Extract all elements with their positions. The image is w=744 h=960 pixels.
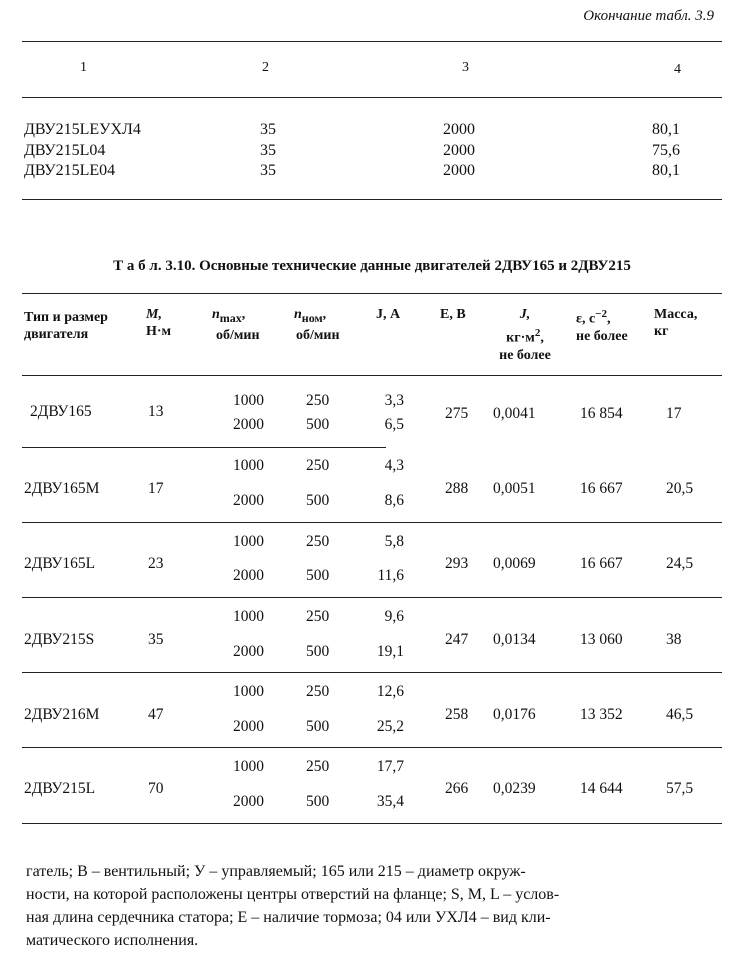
row-nmax: 1000	[233, 533, 264, 550]
row-inertia: 0,0176	[493, 706, 536, 723]
row-current: 11,6	[377, 567, 404, 584]
row-nmax: 2000	[233, 793, 264, 810]
row-separator	[22, 672, 722, 673]
header-current: J, А	[376, 307, 401, 322]
table39-top-rule	[22, 41, 722, 42]
row-type: 2ДВУ165М	[24, 480, 100, 497]
row-voltage: 293	[445, 555, 469, 572]
row-nnom: 250	[306, 608, 330, 625]
row-type: 2ДВУ165L	[24, 555, 96, 572]
row-nnom: 250	[306, 457, 330, 474]
row-acceleration: 16 854	[580, 405, 623, 422]
row-current: 8,6	[384, 492, 404, 509]
row-voltage: 266	[445, 780, 469, 797]
row-nmax: 2000	[233, 492, 264, 509]
row-inertia: 0,0041	[493, 405, 536, 422]
row-nnom: 500	[306, 643, 330, 660]
header-torque: M, Н·м	[146, 307, 172, 339]
header-voltage: Е, В	[440, 307, 466, 322]
row-nnom: 500	[306, 793, 330, 810]
row-inertia: 0,0134	[493, 631, 536, 648]
row-mass: 46,5	[666, 706, 694, 723]
row-acceleration: 13 060	[580, 631, 623, 648]
row-current: 19,1	[376, 643, 404, 660]
row-voltage: 288	[445, 480, 469, 497]
footnote-text: гатель; В – вентильный; У – управляемый; 165 или 215 – диаметр окруж- ности, на которой расположены центры отверстий на фланце; S, M, L – услов- ная длина сердечника статора; Е – наличие тормоза; 04 или УХЛ4 – вид кли- матического исполнения.	[26, 863, 560, 949]
row-torque: 35	[148, 631, 164, 648]
table39-colnum-1: 1	[80, 60, 87, 75]
row-type: 2ДВУ215L	[24, 780, 96, 797]
row-nnom: 250	[306, 533, 330, 550]
table39-cell: ДВУ215L04	[24, 142, 106, 159]
row-separator	[22, 747, 722, 748]
row-mass: 17	[666, 405, 682, 422]
table310-top-rule	[22, 293, 722, 294]
row-nmax: 1000	[233, 608, 264, 625]
row-nmax: 1000	[233, 758, 264, 775]
row-nmax: 1000	[233, 683, 264, 700]
table39-cell: 2000	[443, 162, 475, 179]
row-acceleration: 14 644	[580, 780, 623, 797]
row-torque: 47	[148, 706, 164, 723]
row-voltage: 275	[445, 405, 469, 422]
row-acceleration: 16 667	[580, 480, 623, 497]
row-nnom: 250	[306, 683, 330, 700]
row-separator	[22, 447, 386, 448]
table39-colnum-3: 3	[462, 60, 469, 75]
row-current: 17,7	[376, 758, 404, 775]
row-current: 5,8	[384, 533, 404, 550]
row-nmax: 2000	[233, 643, 264, 660]
table39-cell: 35	[260, 162, 276, 179]
continuation-label: Окончание табл. 3.9	[583, 8, 714, 24]
row-separator	[22, 522, 722, 523]
table39-bottom-rule	[22, 199, 722, 200]
header-nmax: $n_{max}$, об/мин	[212, 307, 260, 343]
row-voltage: 258	[445, 706, 469, 723]
row-torque: 13	[148, 403, 164, 420]
table310-title: Т а б л. 3.10. Основные технические данные двигателей 2ДВУ165 и 2ДВУ215	[113, 258, 631, 274]
table39-cell: ДВУ215LЕ04	[24, 162, 116, 179]
table39-header-rule	[22, 97, 722, 98]
table39-cell: 75,6	[652, 142, 680, 159]
row-nmax: 1000	[233, 392, 264, 409]
row-nmax: 2000	[233, 718, 264, 735]
table39-cell: ДВУ215LЕУХЛ4	[24, 121, 141, 138]
header-mass: Масса, кг	[654, 307, 698, 339]
row-torque: 23	[148, 555, 164, 572]
table39-cell: 80,1	[652, 121, 680, 138]
row-current: 12,6	[376, 683, 404, 700]
row-mass: 20,5	[666, 480, 694, 497]
table310-header-rule	[22, 375, 722, 376]
row-nnom: 500	[306, 492, 330, 509]
row-current: 3,3	[384, 392, 404, 409]
row-torque: 70	[148, 780, 164, 797]
row-inertia: 0,0051	[493, 480, 536, 497]
row-separator	[22, 597, 722, 598]
table39-cell: 2000	[443, 142, 475, 159]
row-nnom: 250	[306, 758, 330, 775]
table310-bottom-rule	[22, 823, 722, 824]
row-acceleration: 16 667	[580, 555, 623, 572]
row-inertia: 0,0069	[493, 555, 536, 572]
row-current: 35,4	[376, 793, 404, 810]
row-nnom: 500	[306, 718, 330, 735]
header-inertia: J, $кг\cdot м^2$, не более	[499, 307, 551, 363]
row-voltage: 247	[445, 631, 469, 648]
row-current: 4,3	[384, 457, 404, 474]
row-current: 25,2	[376, 718, 404, 735]
row-nmax: 1000	[233, 457, 264, 474]
row-type: 2ДВУ216М	[24, 706, 100, 723]
row-current: 9,6	[384, 608, 404, 625]
row-mass: 57,5	[666, 780, 694, 797]
row-acceleration: 13 352	[580, 706, 623, 723]
row-type: 2ДВУ215S	[24, 631, 95, 648]
row-inertia: 0,0239	[493, 780, 536, 797]
table39-cell: 2000	[443, 121, 475, 138]
table39-colnum-2: 2	[262, 60, 269, 75]
header-type: Тип и размер двигателя	[24, 310, 108, 342]
row-mass: 38	[666, 631, 682, 648]
table39-cell: 35	[260, 142, 276, 159]
table39-cell: 35	[260, 121, 276, 138]
row-nmax: 2000	[233, 416, 264, 433]
header-acceleration: ε, $с^{-2}$, не более	[576, 308, 628, 344]
row-nmax: 2000	[233, 567, 264, 584]
row-torque: 17	[148, 480, 164, 497]
row-mass: 24,5	[666, 555, 694, 572]
row-current: 6,5	[384, 416, 404, 433]
row-nnom: 250	[306, 392, 330, 409]
table39-cell: 80,1	[652, 162, 680, 179]
row-nnom: 500	[306, 567, 330, 584]
table39-colnum-4: 4	[674, 62, 681, 77]
row-nnom: 500	[306, 416, 330, 433]
header-nnom: $n_{ном}$, об/мин	[294, 307, 340, 343]
row-type: 2ДВУ165	[30, 403, 92, 420]
